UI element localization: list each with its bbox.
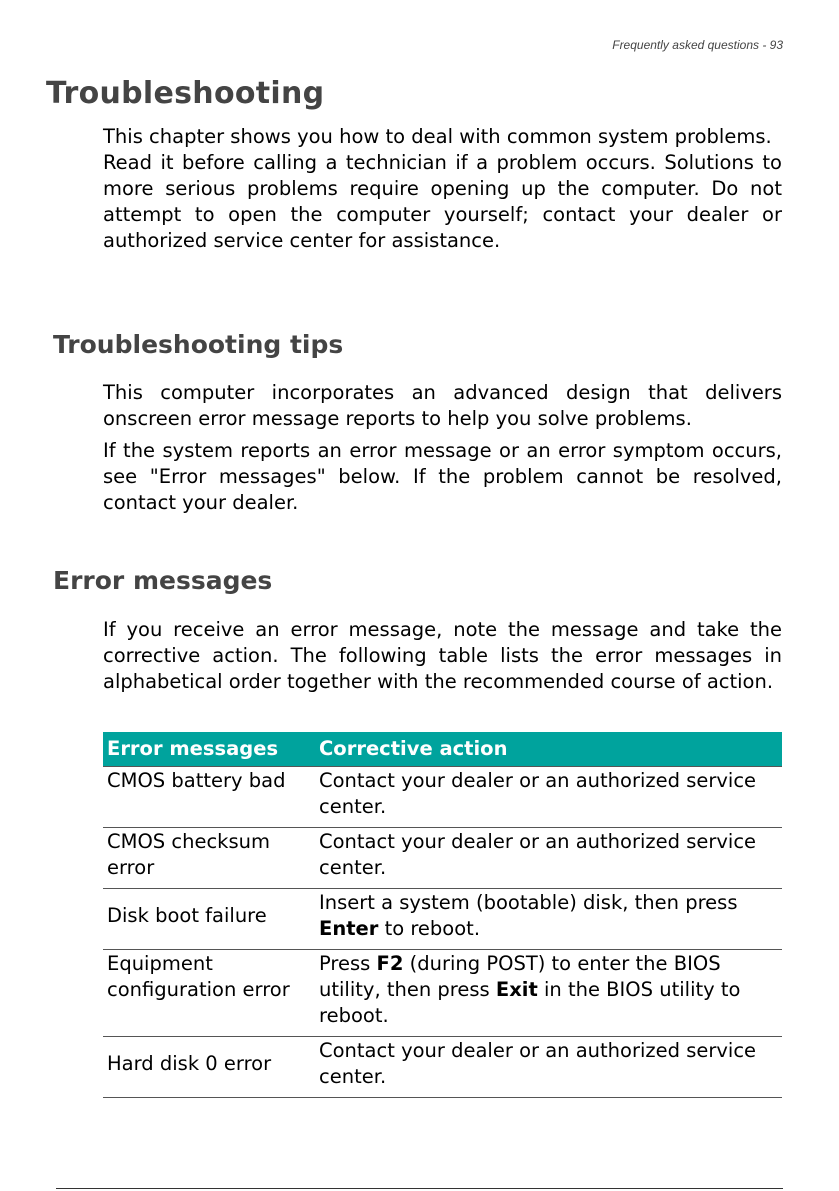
error-message-cell: Hard disk 0 error [103,1037,315,1098]
tips-text [103,380,782,516]
table-row [103,950,782,1037]
table-row [103,889,782,950]
column-header-error-messages: Error messages [103,732,315,767]
action-text: (during POST) to enter the BIOS utility, then press [319,952,721,1001]
footer-rule [56,1188,783,1189]
column-header-corrective-action: Corrective action [315,732,782,767]
tips-paragraph-1: This computer incorporates an advanced design that delivers onscreen error message reports to help you solve problems. [103,381,782,430]
errors-intro [103,617,782,695]
enter-key: Enter [319,917,379,940]
table-row [103,767,782,828]
intro-paragraph-1: This chapter shows you how to deal with common system problems. [103,125,772,148]
action-text: Press [319,952,377,975]
section-title-tips: Troubleshooting tips [53,330,344,359]
chapter-title: Troubleshooting [46,76,325,111]
corrective-action-cell [315,950,782,1037]
error-message-cell: CMOS checksum error [103,828,315,889]
corrective-action-cell: Contact your dealer or an authorized service center. [315,1037,782,1098]
table-row [103,828,782,889]
intro-paragraph-2: Read it before calling a technician if a problem occurs. Solutions to more serious problems require opening up the computer. Do not attempt to open the computer yourself; contact your dealer or authorized service center for assistance. [103,151,782,252]
action-text: Insert a system (bootable) disk, then press [319,891,738,914]
action-text: to reboot. [378,917,481,940]
intro-text [103,124,782,254]
section-title-errors: Error messages [53,566,273,595]
table-header-row [103,732,782,767]
tips-paragraph-2: If the system reports an error message or an error symptom occurs, see "Error messages" below. If the problem cannot be resolved, contact your dealer. [103,439,782,514]
exit-key: Exit [495,978,538,1001]
running-header: Frequently asked questions - 93 [612,38,783,52]
action-text: in the BIOS utility to reboot. [319,978,741,1027]
corrective-action-cell: Contact your dealer or an authorized service center. [315,767,782,828]
error-message-cell: CMOS battery bad [103,767,315,828]
f2-key: F2 [376,952,404,975]
error-message-cell: Disk boot failure [103,889,315,950]
table-row [103,1037,782,1098]
error-message-cell: Equipment configuration error [103,950,315,1037]
error-messages-table [103,732,782,1098]
errors-intro-paragraph: If you receive an error message, note the message and take the corrective action. The following table lists the error messages in alphabetical order together with the recommended course of action. [103,618,782,693]
corrective-action-cell: Contact your dealer or an authorized service center. [315,828,782,889]
corrective-action-cell [315,889,782,950]
